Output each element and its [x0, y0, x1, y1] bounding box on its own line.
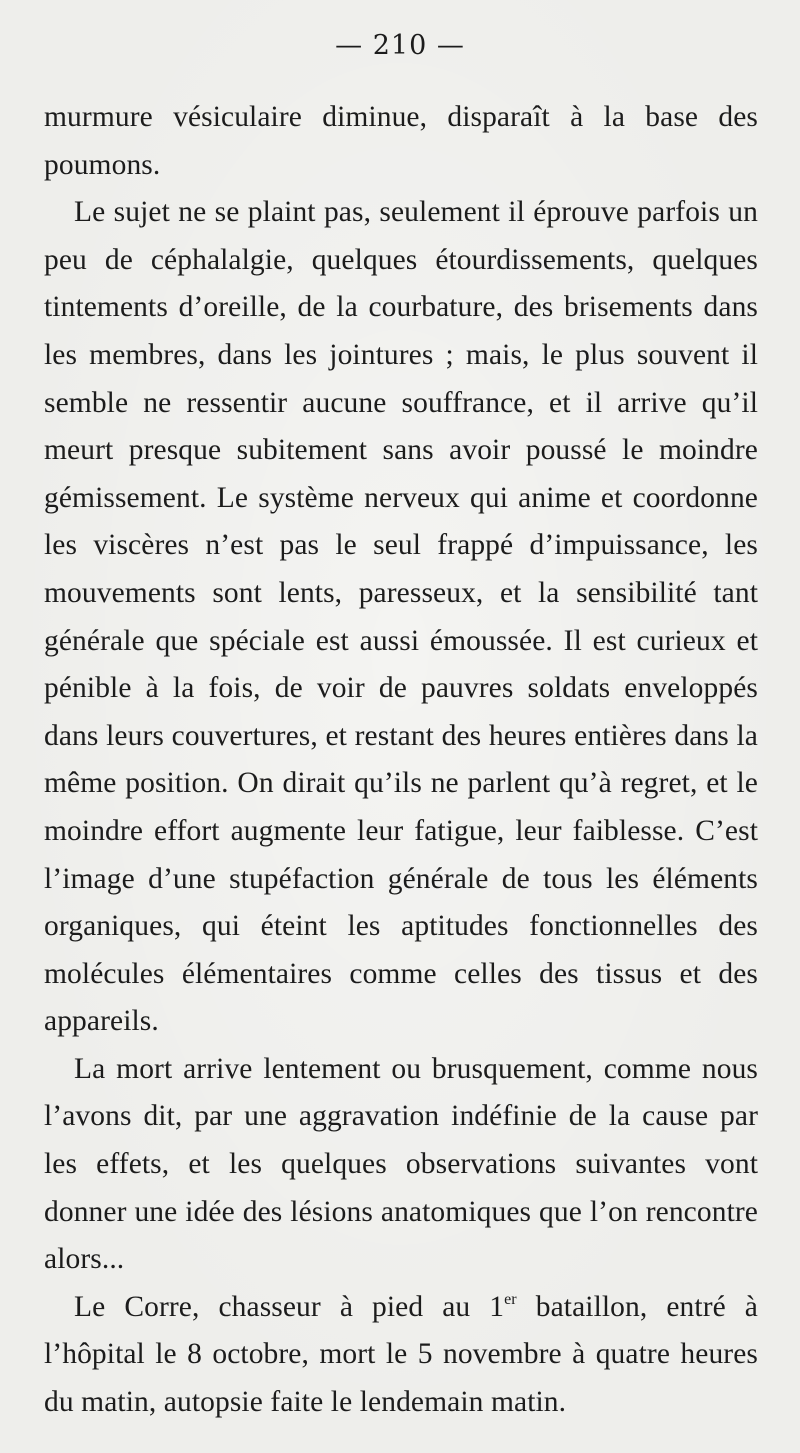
- paragraph-observation: [44, 1284, 758, 1427]
- observation-text-end: bataillon, entré à l’hôpital le 8 octobre, mort le 5 novembre à quatre heures du matin, autopsie faite le lendemain matin.: [44, 1290, 758, 1419]
- page-number: — 210 —: [335, 30, 465, 61]
- page-body: [44, 94, 758, 1427]
- paragraph-symptoms: Le sujet ne se plaint pas, seulement il éprouve parfois un peu de céphalalgie, quelques étourdissements, quelques tintements d’oreille, de la courbature, des brisements dans les membres, dans les jointures ; mais, le plus souvent il semble ne ressentir aucune souffrance, et il arrive qu’il meurt presque subitement sans avoir poussé le moindre gémissement. Le système nerveux qui anime et coordonne les viscères n’est pas le seul frappé d’impuissance, les mouvements sont lents, paresseux, et la sensibilité tant générale que spéciale est aussi émoussée. Il est curieux et pénible à la fois, de voir de pauvres soldats enveloppés dans leurs couvertures, et restant des heures entières dans la même position. On dirait qu’ils ne parlent qu’à regret, et le moindre effort augmente leur fatigue, leur faiblesse. C’est l’image d’une stupéfaction générale de tous les éléments organiques, qui éteint les aptitudes fonctionnelles des molécules élémentaires comme celles des tissus et des appareils.: [44, 196, 758, 1038]
- paragraph-death: La mort arrive lentement ou brusquement, comme nous l’avons dit, par une aggravation indéfinie de la cause par les effets, et les quelques observations suivantes vont donner une idée des lésions anatomiques que l’on rencontre alors...: [44, 1052, 758, 1276]
- ordinal-superscript: er: [504, 1290, 517, 1308]
- paragraph-continuation: murmure vésiculaire diminue, disparaît à la base des poumons.: [44, 101, 758, 181]
- observation-text-start: Le Corre, chasseur à pied au 1: [74, 1290, 505, 1323]
